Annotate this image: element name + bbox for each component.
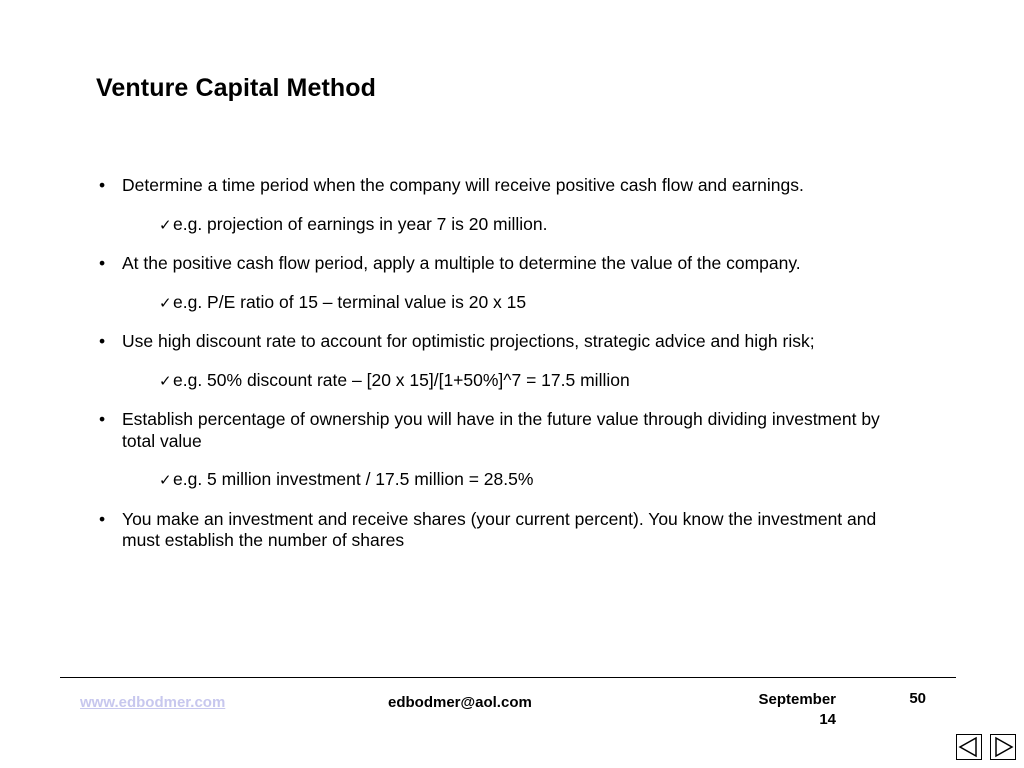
sub-text: e.g. 5 million investment / 17.5 million = 28.5% [173,469,534,489]
bullet-list [96,175,886,552]
checkmark-icon: ✓ [159,294,172,312]
bullet-item [96,175,886,197]
sub-item [96,214,886,237]
bullet-item [96,253,886,275]
footer-divider [60,677,956,678]
sub-text: e.g. 50% discount rate – [20 x 15]/[1+50%]^7 = 17.5 million [173,369,630,390]
sub-item [96,370,886,393]
sub-text: e.g. P/E ratio of 15 – terminal value is 20 x 15 [173,291,527,312]
bullet-text: You make an investment and receive shares (your current percent). You know the investment and must establish the number of shares [122,508,877,550]
next-slide-button[interactable] [990,734,1016,760]
checkmark-icon: ✓ [159,472,172,489]
footer-date-month: September [758,691,836,708]
footer-date [730,690,836,730]
sub-item [96,292,886,315]
sub-text: e.g. projection of earnings in year 7 is 20 million. [173,213,548,234]
bullet-dot: • [99,253,106,273]
checkmark-icon: ✓ [159,372,172,390]
bullet-item [96,409,886,452]
bullet-item [96,509,886,552]
bullet-item [96,331,886,353]
triangle-left-icon [957,735,981,759]
page-number: 50 [909,690,926,707]
bullet-dot: • [99,409,106,429]
bullet-dot: • [99,331,106,351]
previous-slide-button[interactable] [956,734,982,760]
footer-website-link[interactable]: www.edbodmer.com [80,694,226,711]
bullet-dot: • [99,175,106,195]
slide-title: Venture Capital Method [96,74,377,102]
bullet-text: At the positive cash flow period, apply a multiple to determine the value of the company. [122,253,801,273]
sub-item [96,469,886,492]
bullet-text: Establish percentage of ownership you will have in the future value through dividing investment by total value [122,409,880,451]
footer-date-day: 14 [819,711,836,728]
bullet-text: Determine a time period when the company will receive positive cash flow and earnings. [122,175,804,195]
checkmark-icon: ✓ [159,216,172,234]
bullet-dot: • [99,508,106,529]
triangle-right-icon [991,735,1015,759]
bullet-text: Use high discount rate to account for optimistic projections, strategic advice and high risk; [122,331,815,351]
footer-email: edbodmer@aol.com [388,694,532,711]
